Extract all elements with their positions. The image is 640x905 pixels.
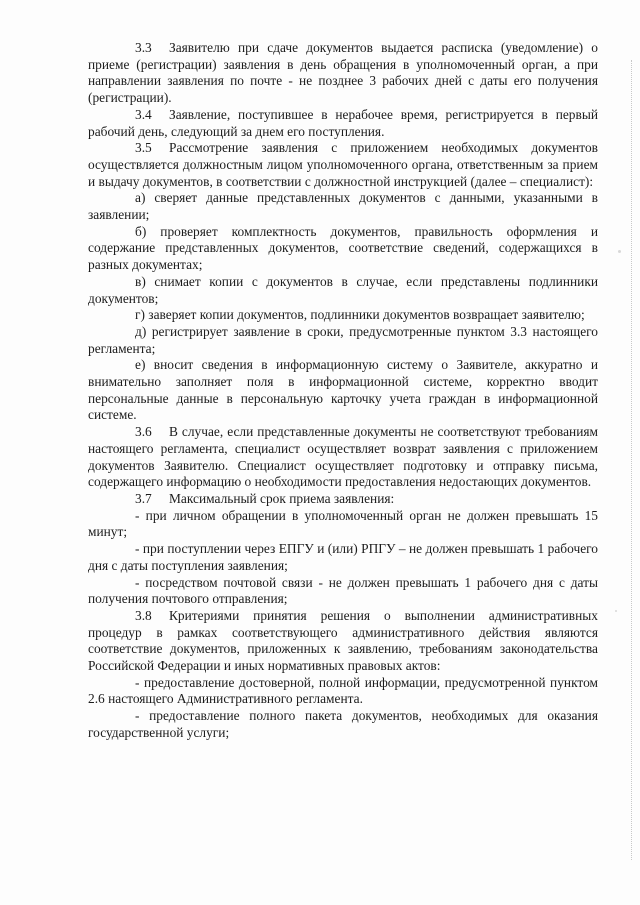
paragraph-text: Критериями принятия решения о выполнении административных процедур в рамках соответствующего административного действия являются соответствие документов, приложенных к заявлению, требованиям законодательства Российской Федерации и иных нормативных правовых актов:: [88, 607, 598, 674]
paragraph-text: - посредством почтовой связи - не должен превышать 1 рабочего дня с даты получения почтового отправления;: [88, 574, 598, 607]
paragraph-number: 3.5: [135, 140, 152, 156]
paragraph-number: 3.6: [135, 424, 152, 440]
list-item-paragraph: [88, 324, 598, 357]
list-item-paragraph: [88, 541, 598, 574]
scan-speck: [615, 610, 617, 612]
paragraph-number: 3.8: [135, 607, 152, 623]
paragraph-number: 3.7: [135, 490, 152, 506]
paragraph-text: г) заверяет копии документов, подлинники документов возвращает заявителю;: [135, 307, 585, 323]
scan-speck: [618, 250, 621, 253]
paragraph-text: - при личном обращении в уполномоченный орган не должен превышать 15 минут;: [88, 507, 598, 540]
scan-edge-line: [630, 60, 632, 860]
paragraph-text: б) проверяет комплектность документов, правильность оформления и содержание представленных документов, соответствие сведений, содержащихся в разных документах;: [88, 223, 598, 273]
paragraph-number: 3.3: [135, 40, 152, 55]
paragraph-text: Заявление, поступившее в нерабочее время, регистрируется в первый рабочий день, следующий за днем его поступления.: [88, 106, 598, 139]
document-body: [88, 40, 598, 742]
paragraph-text: - предоставление полного пакета документов, необходимых для оказания государственной услуги;: [88, 708, 598, 740]
numbered-paragraph: [88, 40, 598, 107]
list-item-paragraph: [88, 274, 598, 307]
numbered-paragraph: [88, 491, 598, 508]
paragraph-text: - предоставление достоверной, полной информации, предусмотренной пунктом 2.6 настоящего Административного регламента.: [88, 674, 598, 707]
paragraph-text: в) снимает копии с документов в случае, если представлены подлинники документов;: [88, 273, 598, 306]
paragraph-text: - при поступлении через ЕПГУ и (или) РПГУ – не должен превышать 1 рабочего дня с даты поступления заявления;: [88, 541, 598, 573]
paragraph-text: Рассмотрение заявления с приложением необходимых документов осуществляется должностным лицом уполномоченного органа, ответственным за прием и выдачу документов, в соответствии с должностной инструкцией (далее – специалист):: [88, 140, 598, 189]
numbered-paragraph: [88, 107, 598, 140]
list-item-paragraph: [88, 508, 598, 541]
paragraph-text: В случае, если представленные документы не соответствуют требованиям настоящего регламента, специалист осуществляет возврат заявления с приложением документов Заявителю. Специалист осуществляет подготовку и отправку письма, содержащего информацию о необходимости предоставления недостающих документов.: [88, 424, 598, 490]
numbered-paragraph: [88, 140, 598, 190]
paragraph-text: д) регистрирует заявление в сроки, предусмотренные пунктом 3.3 настоящего регламента;: [88, 323, 598, 356]
list-item-paragraph: [88, 224, 598, 274]
numbered-paragraph: [88, 608, 598, 675]
numbered-paragraph: [88, 424, 598, 491]
paragraph-text: е) вносит сведения в информационную систему о Заявителе, аккуратно и внимательно заполняет поля в информационной системе, корректно вводит персональные данные в персональную карточку учета граждан в информационной системе.: [88, 357, 598, 423]
list-item-paragraph: [88, 190, 598, 223]
list-item-paragraph: [88, 307, 598, 324]
list-item-paragraph: [88, 357, 598, 424]
list-item-paragraph: [88, 708, 598, 741]
paragraph-number: 3.4: [135, 106, 152, 122]
paragraph-text: Заявителю при сдаче документов выдается расписка (уведомление) о приеме (регистрации) заявления в день обращения в уполномоченный орган, а при направлении заявления по почте - не позднее 3 рабочих дней с даты его получения (регистрации).: [88, 40, 598, 106]
paragraph-text: а) сверяет данные представленных документов с данными, указанными в заявлении;: [88, 190, 598, 223]
list-item-paragraph: [88, 575, 598, 608]
paragraph-text: Максимальный срок приема заявления:: [169, 490, 395, 506]
list-item-paragraph: [88, 675, 598, 708]
